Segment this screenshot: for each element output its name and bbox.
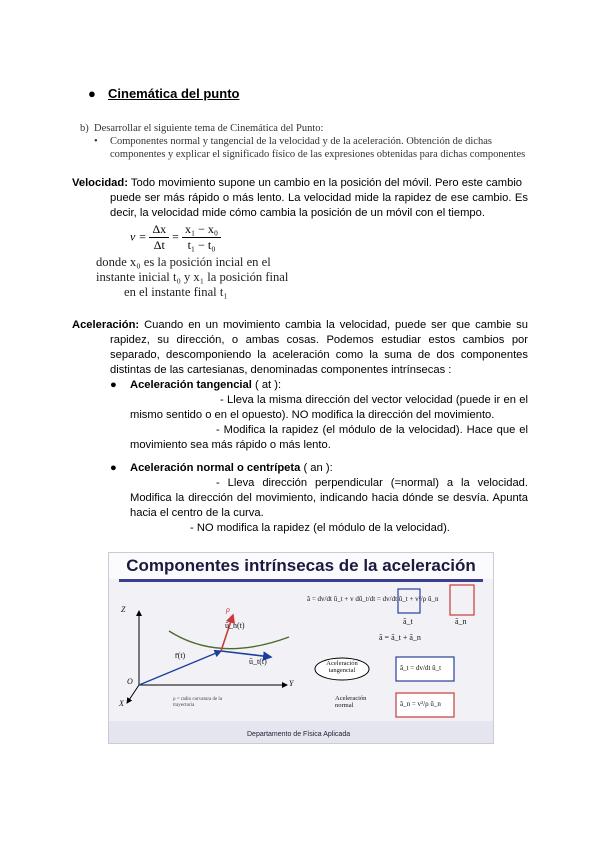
task-item-line1: Componentes normal y tangencial de la velocidad y de la aceleración. Obtención de dichas (110, 136, 492, 147)
formula-eq: = (172, 229, 179, 244)
normal-equation: ā_n = v²/ρ ū_n (400, 700, 441, 708)
rho-label: ρ (226, 605, 230, 614)
task-item-line2: componentes y explicar el significado físico de las expresiones obtenidas para dichas componentes (110, 149, 526, 160)
where-block (96, 255, 288, 300)
tangencial-p1: - Lleva la misma dirección del vector velocidad (puede ir en el mismo sentido o en el opuesto). NO modifica la dirección del movimiento. (130, 394, 528, 421)
heading-text: Cinemática del punto (108, 86, 240, 101)
axis-z-label: Z (121, 605, 126, 614)
normal-label-line1: Aceleración (335, 695, 367, 702)
tangential-label-line2: tangencial (328, 667, 356, 674)
task-intro-line (80, 122, 510, 135)
where-line2: instante inicial t₀ y x₁ la posición final (96, 270, 289, 284)
position-label: r̄(t) (175, 651, 186, 660)
normal-suffix: ( an ): (300, 462, 333, 474)
velocidad-label: Velocidad: (72, 177, 128, 189)
normal-item (110, 461, 528, 536)
bullet-icon: ● (110, 462, 117, 474)
aceleracion-label: Aceleración: (72, 319, 140, 331)
origin-label: O (127, 677, 133, 686)
slide-figure (108, 552, 494, 744)
normal-p2: - NO modifica la rapidez (el módulo de la velocidad). (190, 522, 450, 534)
aceleracion-text: Cuando en un movimiento cambia la velocidad, puede ser que cambie su rapidez, su dirección, o ambas cosas. Podemos estudiar estos cambios por separado, descomponiendo la aceleración como la suma de dos componentes distintas de las cartesianas, denominadas componentes intrínsecas : (110, 319, 528, 376)
fraction-delta-num: Δx (149, 222, 169, 238)
axis-y-label: Y (289, 679, 294, 688)
footer-department: Departamento de Física Aplicada (247, 731, 351, 738)
axis-x-label: X (119, 699, 124, 708)
where-line1: donde x₀ es la posición incial en el (96, 255, 271, 269)
trajectory-curve (169, 631, 289, 649)
bullet-icon: ● (110, 379, 117, 391)
task-item (80, 135, 526, 161)
slide-diagram (109, 553, 493, 743)
eq-sub-n: ā_n (455, 617, 467, 626)
tangencial-suffix: ( at ): (251, 379, 282, 391)
normal-p1: - Lleva dirección perpendicular (=normal) a la velocidad. Modifica la dirección del movimiento, indicando hacia dónde se desvía. Apunta hacia el centro de la curva. (130, 477, 528, 519)
velocidad-line1: Todo movimiento supone un cambio en la posición del móvil. Pero este cambio (127, 177, 523, 189)
fraction-delta (149, 222, 169, 253)
tangent-unit-label: ū_t(t) (249, 657, 267, 666)
slide-footer (109, 721, 493, 743)
slide-title: Componentes intrínsecas de la aceleración (109, 553, 493, 579)
sum-equation: ā = ā_t + ā_n (379, 633, 421, 642)
normal-label (335, 695, 366, 709)
fraction-positions-den: t₁ − t₀ (187, 238, 216, 252)
where-line3: en el instante final t₁ (124, 285, 228, 299)
aceleracion-paragraph (72, 318, 528, 378)
section-heading (88, 86, 239, 101)
velocity-formula (130, 222, 221, 253)
fraction-positions-num: x₁ − x₀ (182, 222, 221, 238)
velocidad-rest: puede ser más rápido o más lento. La velocidad mide la rapidez de ese cambio. Es decir, la velocidad mide cómo cambia la posición de un móvil con el tiempo. (110, 192, 528, 219)
eq-sub-t: ā_t (403, 617, 413, 626)
normal-title: Aceleración normal o centrípeta (130, 462, 301, 474)
bullet-icon: ● (88, 86, 96, 101)
fraction-positions (182, 222, 221, 253)
curvature-note (173, 697, 222, 709)
tangencial-p2: - Modifica la rapidez (el módulo de la velocidad). Hace que el movimiento sea más rápido o más lento. (130, 424, 528, 451)
normal-unit-label: ū_n(t) (225, 621, 245, 630)
tangencial-title: Aceleración tangencial (130, 379, 252, 391)
curvature-note-line1: ρ = radio curvatura de la (173, 697, 223, 702)
tangential-label-line1: Aceleración (326, 660, 358, 667)
velocidad-paragraph (72, 176, 528, 221)
formula-v: v = (130, 229, 147, 244)
main-equation: ā = dv/dt ū_t + v dū_t/dt = dv/dt ū_t + v²/ρ ū_n (307, 595, 439, 603)
task-block (80, 122, 526, 161)
tangential-equation: ā_t = dv/dt ū_t (400, 664, 442, 672)
tangential-label (320, 660, 364, 674)
task-letter: b) (80, 123, 89, 134)
x-axis (127, 685, 139, 703)
task-intro: Desarrollar el siguiente tema de Cinemática del Punto: (94, 123, 324, 134)
task-bullet-icon: • (94, 136, 98, 147)
eq-normal-box (450, 585, 474, 615)
tangencial-item (110, 378, 528, 453)
normal-label-line2: normal (335, 702, 354, 709)
fraction-delta-den: Δt (153, 238, 165, 252)
curvature-note-line2: trayectoria (173, 703, 195, 708)
